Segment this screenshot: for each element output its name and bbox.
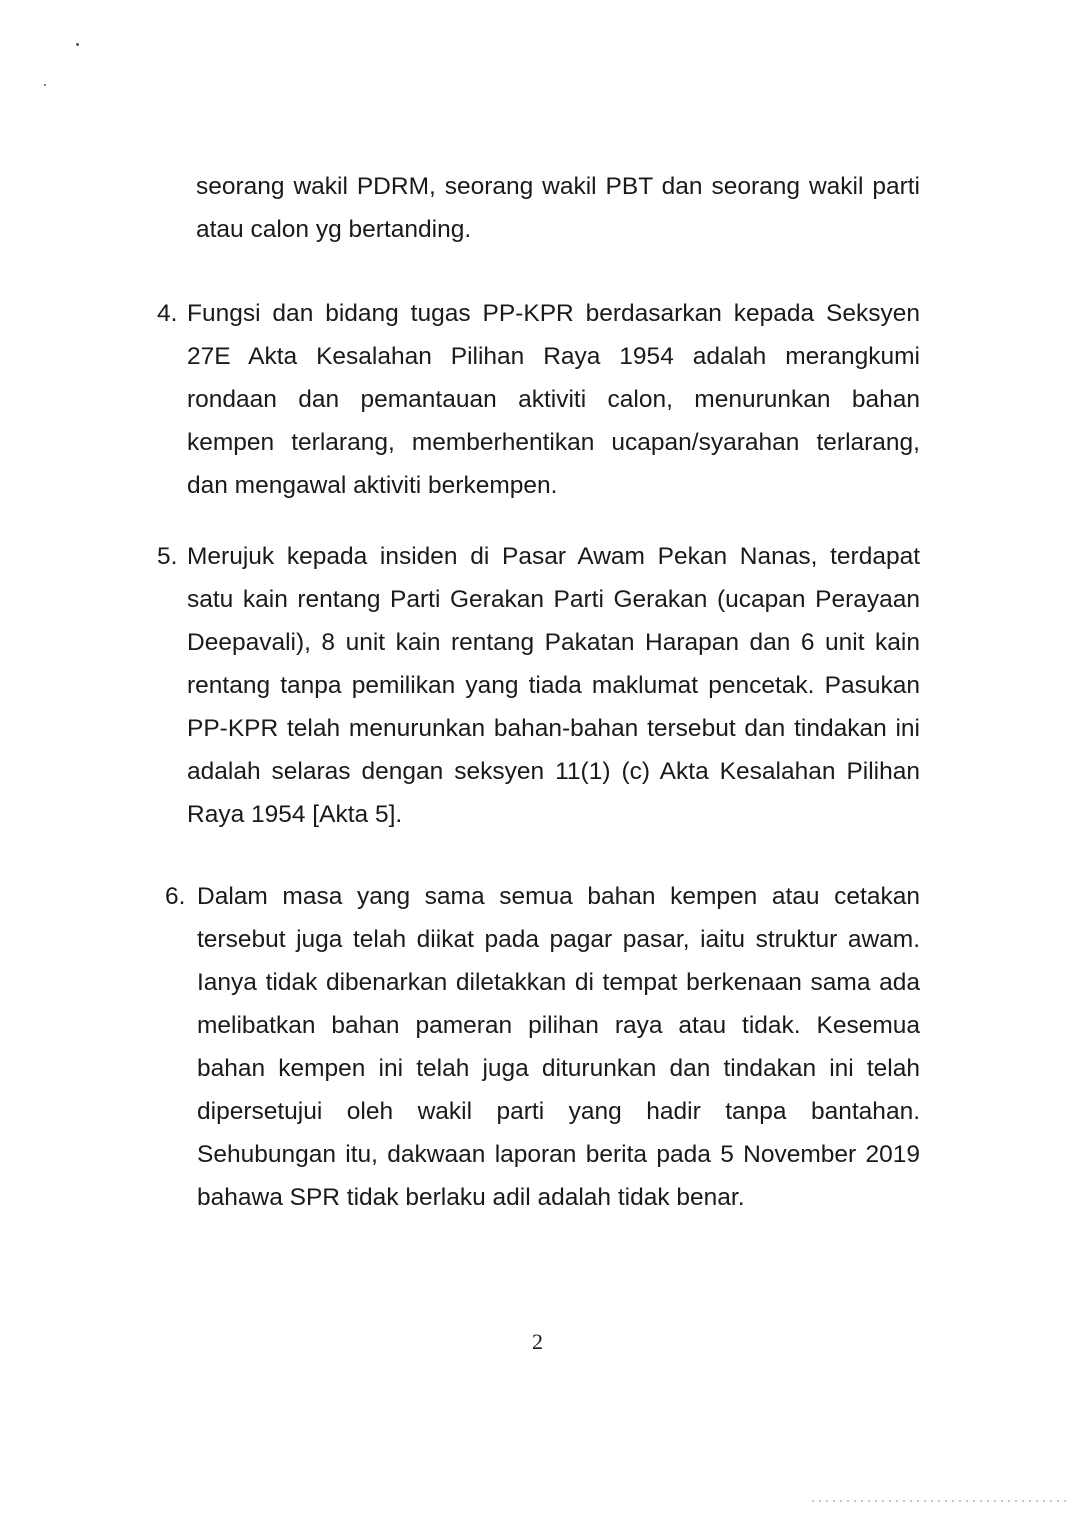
paragraph-6-line-8: bahawa SPR tidak berlaku adil adalah tidak benar. [197, 1184, 745, 1211]
page-number: 2 [532, 1329, 543, 1354]
paragraph-6-line-7: Sehubungan itu, dakwaan laporan berita pada 5 November 2019 [197, 1141, 920, 1168]
paragraph-5-line-4: rentang tanpa pemilikan yang tiada maklumat pencetak. Pasukan [187, 672, 920, 699]
paragraph-6-number: 6. [165, 883, 186, 910]
paragraph-4-line-4: kempen terlarang, memberhentikan ucapan/syarahan terlarang, [187, 429, 920, 456]
scan-speck [76, 43, 79, 46]
continuation-line-1: seorang wakil PDRM, seorang wakil PBT dan seorang wakil parti [196, 173, 920, 200]
paragraph-6-line-2: tersebut juga telah diikat pada pagar pasar, iaitu struktur awam. [197, 926, 920, 953]
scan-speck [44, 84, 46, 86]
paragraph-4-line-5: dan mengawal aktiviti berkempen. [187, 472, 558, 499]
paragraph-6-line-6: dipersetujui oleh wakil parti yang hadir tanpa bantahan. [197, 1098, 920, 1125]
scan-artifact-dots [812, 1500, 1068, 1502]
paragraph-4-number: 4. [157, 300, 178, 327]
paragraph-6-line-4: melibatkan bahan pameran pilihan raya atau tidak. Kesemua [197, 1012, 920, 1039]
paragraph-5-number: 5. [157, 543, 178, 570]
paragraph-5-line-1: Merujuk kepada insiden di Pasar Awam Pekan Nanas, terdapat [187, 543, 920, 570]
paragraph-4-line-2: 27E Akta Kesalahan Pilihan Raya 1954 adalah merangkumi [187, 343, 920, 370]
paragraph-5-line-5: PP-KPR telah menurunkan bahan-bahan tersebut dan tindakan ini [187, 715, 920, 742]
paragraph-6-line-3: Ianya tidak dibenarkan diletakkan di tempat berkenaan sama ada [197, 969, 920, 996]
paragraph-6-line-5: bahan kempen ini telah juga diturunkan dan tindakan ini telah [197, 1055, 920, 1082]
continuation-line-2: atau calon yg bertanding. [196, 216, 472, 243]
paragraph-5-line-7: Raya 1954 [Akta 5]. [187, 801, 403, 828]
paragraph-5-line-2: satu kain rentang Parti Gerakan Parti Gerakan (ucapan Perayaan [187, 586, 920, 613]
paragraph-4-line-3: rondaan dan pemantauan aktiviti calon, menurunkan bahan [187, 386, 920, 413]
paragraph-4-line-1: Fungsi dan bidang tugas PP-KPR berdasarkan kepada Seksyen [187, 300, 920, 327]
paragraph-6-line-1: Dalam masa yang sama semua bahan kempen atau cetakan [197, 883, 920, 910]
paragraph-5-line-3: Deepavali), 8 unit kain rentang Pakatan Harapan dan 6 unit kain [187, 629, 920, 656]
paragraph-5-line-6: adalah selaras dengan seksyen 11(1) (c) Akta Kesalahan Pilihan [187, 758, 920, 785]
